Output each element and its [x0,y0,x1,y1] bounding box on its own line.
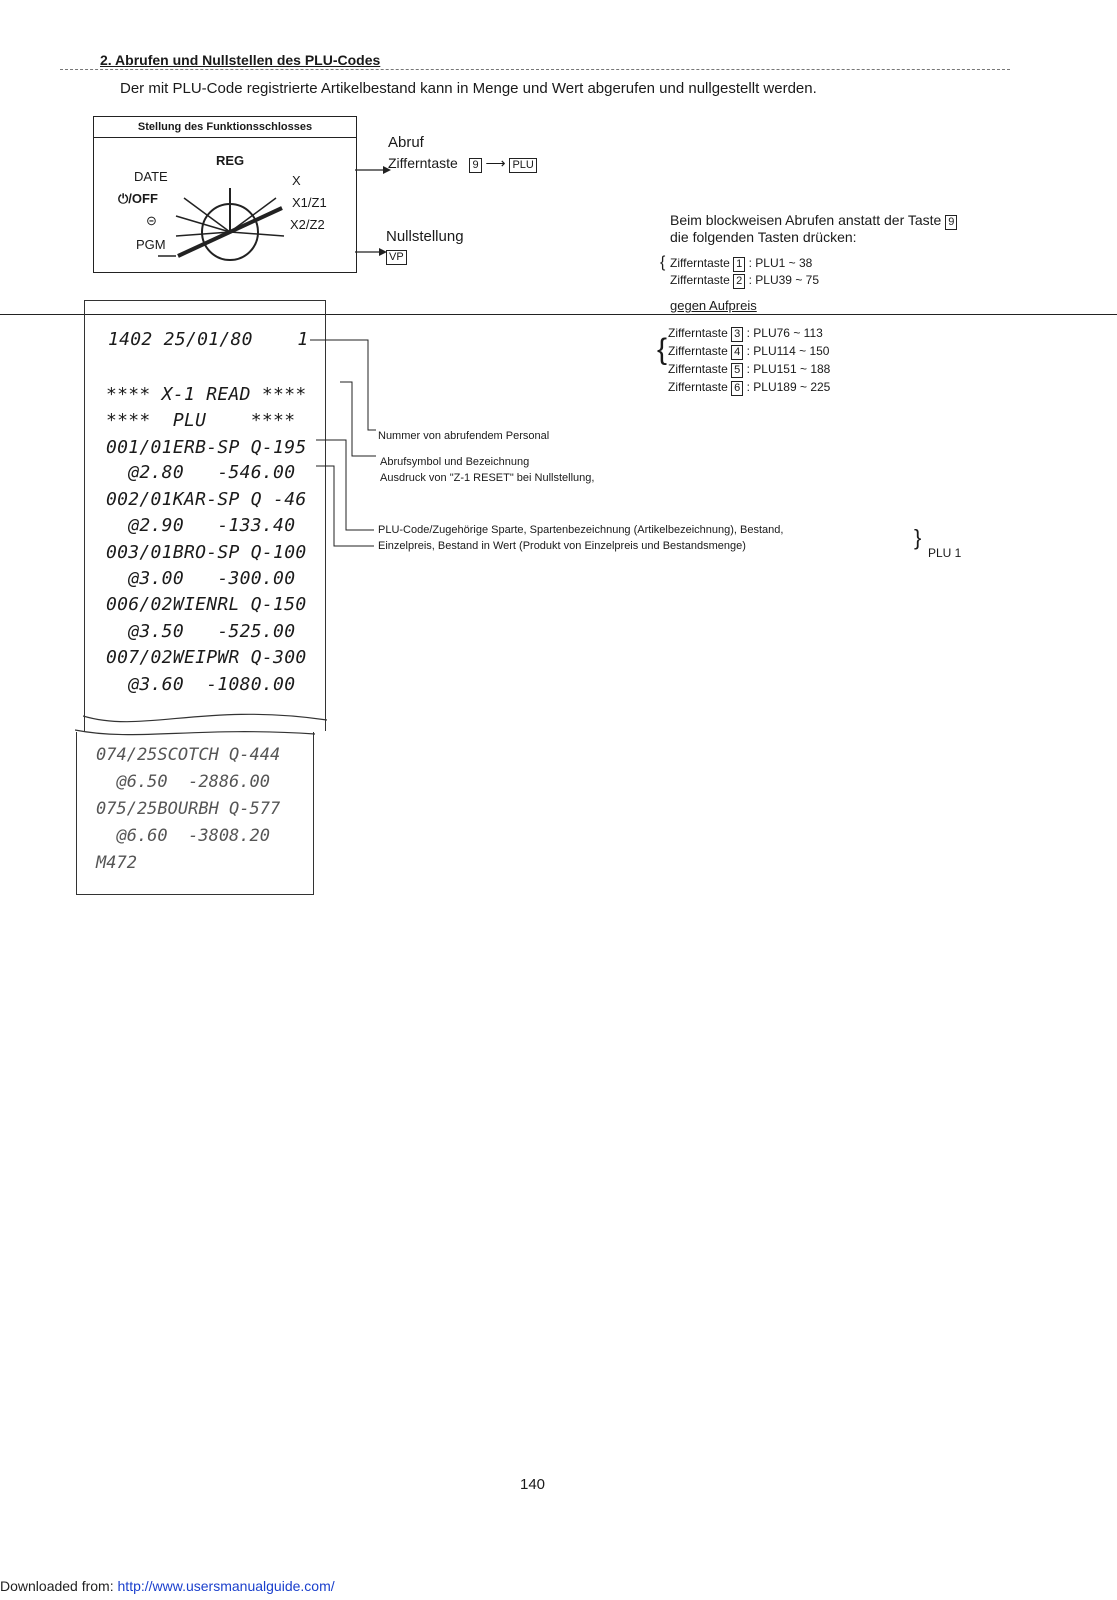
receipt-line: 001/01ERB-SP Q-195 [106,437,307,458]
extra-item-label: Zifferntaste [668,344,728,358]
extra-item-label: Zifferntaste [668,326,728,340]
label-date: DATE [134,169,168,184]
block-line2: die folgenden Tasten drücken: [670,229,857,245]
receipt-line: @3.60 -1080.00 [106,674,296,695]
nullstellung-title: Nullstellung [386,228,464,245]
key-6: 6 [731,381,743,396]
label-x2z2: X2/Z2 [290,217,325,232]
label-reg: REG [216,153,245,168]
receipt-line: @6.50 -2886.00 [96,772,270,792]
annotation-reset: Ausdruck von "Z-1 RESET" bei Nullstellung, [380,472,595,484]
receipt-line: 1402 25/01/80 1 [108,329,309,350]
receipt-line: @6.60 -3808.20 [96,826,270,846]
receipt-line: **** PLU **** [106,410,296,431]
label-off: ⏻/OFF [118,191,158,206]
brace-plu1: } [914,525,922,550]
intro-text: Der mit PLU-Code registrierte Artikelbestand kann in Menge und Wert abgerufen und nullgestellt werden. [120,80,817,97]
arrow-right-icon: ⟶ [485,155,506,171]
receipt-line: 003/01BRO-SP Q-100 [106,542,307,563]
tear-line-2 [75,730,315,735]
block-item-label: Zifferntaste [670,273,730,287]
nullstellung-key [386,247,407,265]
line-plu-code [316,440,374,530]
page-number: 140 [520,1476,546,1493]
block-text: Beim blockweisen Abrufen anstatt der Taste [670,212,942,228]
block-line1 [670,212,957,230]
block-item-range: : PLU39 ~ 75 [748,273,820,287]
line-einzelpreis [316,466,374,546]
extra-item-label: Zifferntaste [668,362,728,376]
receipt-line: **** X-1 READ **** [106,384,307,405]
brace-2: { [657,333,668,366]
key-plu: PLU [509,158,536,173]
block-item-2 [670,273,819,289]
extra-item-range: : PLU151 ~ 188 [746,362,831,376]
receipt-tear-2 [75,726,315,746]
block-key-9: 9 [945,215,957,230]
abruf-label: Zifferntaste [388,155,458,171]
label-x: X [292,173,301,188]
line-personal [310,340,376,430]
header-divider [60,69,1010,70]
key-2: 2 [733,274,745,289]
extra-item-range: : PLU189 ~ 225 [746,380,831,394]
receipt-line: @3.50 -525.00 [106,621,296,642]
receipt-line: 007/02WEIPWR Q-300 [106,647,307,668]
annotation-symbol: Abrufsymbol und Bezeichnung [380,456,530,468]
line-symbol [340,382,376,456]
block-item-label: Zifferntaste [670,256,730,270]
tear-line [83,714,327,721]
section-title: 2. Abrufen und Nullstellen des PLU-Codes [100,52,381,68]
annotation-einzelpreis: Einzelpreis, Bestand in Wert (Produkt von Einzelpreis und Bestandsmenge) [378,540,746,552]
receipt-line: 074/25SCOTCH Q-444 [96,745,281,765]
receipt-line: 075/25BOURBH Q-577 [96,799,281,819]
key-4: 4 [731,345,743,360]
key-position-box [93,116,357,273]
tick-date [184,198,230,232]
key-box-title: Stellung des Funktionsschlosses [94,117,356,138]
annotation-plu-code: PLU-Code/Zugehörige Sparte, Spartenbezeichnung (Artikelbezeichnung), Bestand, [378,524,784,536]
key-1: 1 [733,257,745,272]
extra-item-range: : PLU76 ~ 113 [746,326,823,340]
receipt-line: @2.80 -546.00 [106,462,296,483]
footer-prefix: Downloaded from: [0,1578,118,1594]
receipt-line: @3.00 -300.00 [106,568,296,589]
receipt-line: 002/01KAR-SP Q -46 [106,489,307,510]
footer-link[interactable]: http://www.usersmanualguide.com/ [117,1578,335,1594]
label-pgm: PGM [136,237,166,252]
key-9: 9 [469,158,481,173]
key-5: 5 [731,363,743,378]
block-item-1 [670,256,812,272]
extra-item-label: Zifferntaste [668,380,728,394]
abruf-title: Abruf [388,134,424,151]
block-item-range: : PLU1 ~ 38 [748,256,813,270]
annotation-plu1: PLU 1 [928,546,962,560]
receipt-line: M472 [96,853,137,873]
key-vp: VP [386,250,407,265]
label-x1z1: X1/Z1 [292,195,327,210]
mode-icon: ⊝ [146,213,157,228]
abruf-line [388,155,537,173]
receipt-line: @2.90 -133.40 [106,515,296,536]
brace-1: { [660,254,666,271]
receipt-line: 006/02WIENRL Q-150 [106,594,307,615]
key-3: 3 [731,327,743,342]
extra-title: gegen Aufpreis [670,298,757,313]
footer [0,1578,335,1594]
annotation-personal: Nummer von abrufendem Personal [378,430,550,442]
extra-item-range: : PLU114 ~ 150 [746,344,830,358]
